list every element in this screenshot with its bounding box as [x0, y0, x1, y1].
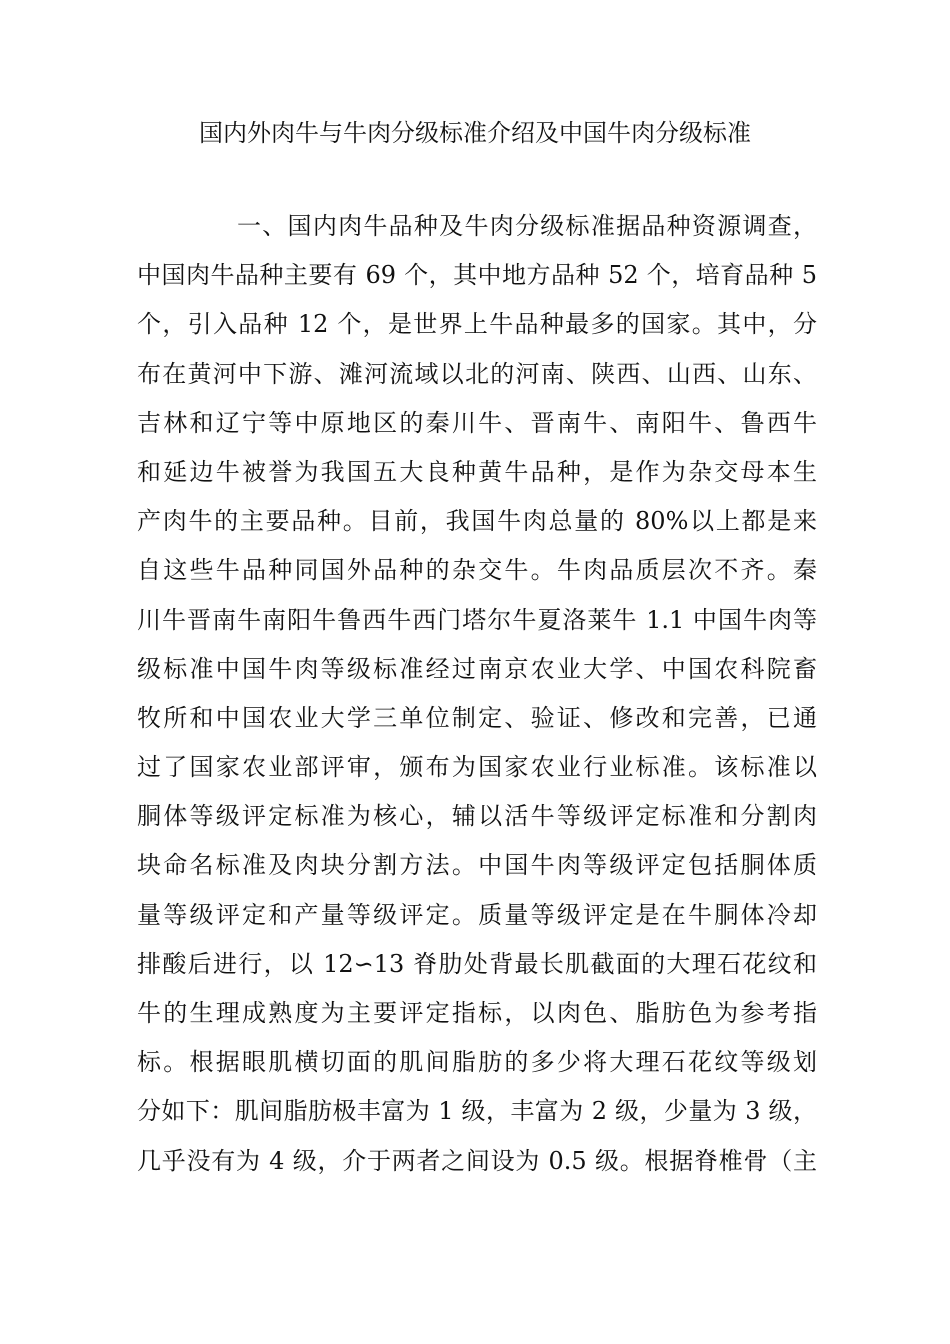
body-line: 布在黄河中下游、滩河流域以北的河南、陕西、山西、山东、	[137, 359, 817, 388]
body-line: 个，引入品种 12 个，是世界上牛品种最多的国家。其中，分	[137, 310, 817, 339]
body-line: 一、国内肉牛品种及牛肉分级标准据品种资源调查，	[237, 212, 817, 240]
body-line: 牛的生理成熟度为主要评定指标，以肉色、脂肪色为参考指	[137, 999, 817, 1027]
body-line: 和延边牛被誉为我国五大良种黄牛品种，是作为杂交母本生	[137, 457, 817, 486]
body-line: 产肉牛的主要品种。目前，我国牛肉总量的 80%以上都是来	[137, 507, 817, 536]
body-line: 川牛晋南牛南阳牛鲁西牛西门塔尔牛夏洛莱牛 1.1 中国牛肉等	[137, 605, 817, 634]
body-line: 级标准中国牛肉等级标准经过南京农业大学、中国农科院畜	[137, 654, 817, 683]
body-line: 几乎没有为 4 级，介于两者之间设为 0.5 级。根据脊椎骨（主	[137, 1146, 817, 1175]
document-body	[137, 202, 817, 1186]
document-title: 国内外肉牛与牛肉分级标准介绍及中国牛肉分级标准	[199, 119, 751, 147]
body-line: 过了国家农业部评审，颁布为国家农业行业标准。该标准以	[137, 753, 817, 782]
body-line: 排酸后进行，以 12∽13 脊肋处背最长肌截面的大理石花纹和	[137, 949, 817, 978]
body-line: 自这些牛品种同国外品种的杂交牛。牛肉品质层次不齐。秦	[137, 556, 817, 585]
body-line: 块命名标准及肉块分割方法。中国牛肉等级评定包括胴体质	[137, 851, 817, 880]
body-line: 牧所和中国农业大学三单位制定、验证、修改和完善，已通	[137, 703, 817, 732]
body-line: 量等级评定和产量等级评定。质量等级评定是在牛胴体冷却	[137, 900, 817, 929]
body-line: 标。根据眼肌横切面的肌间脂肪的多少将大理石花纹等级划	[137, 1048, 817, 1077]
body-line: 吉林和辽宁等中原地区的秦川牛、晋南牛、南阳牛、鲁西牛	[137, 408, 817, 437]
body-line: 中国肉牛品种主要有 69 个，其中地方品种 52 个，培育品种 5	[137, 261, 817, 290]
body-line: 胴体等级评定标准为核心，辅以活牛等级评定标准和分割肉	[137, 802, 817, 831]
body-line: 分如下：肌间脂肪极丰富为 1 级，丰富为 2 级，少量为 3 级，	[137, 1097, 817, 1126]
